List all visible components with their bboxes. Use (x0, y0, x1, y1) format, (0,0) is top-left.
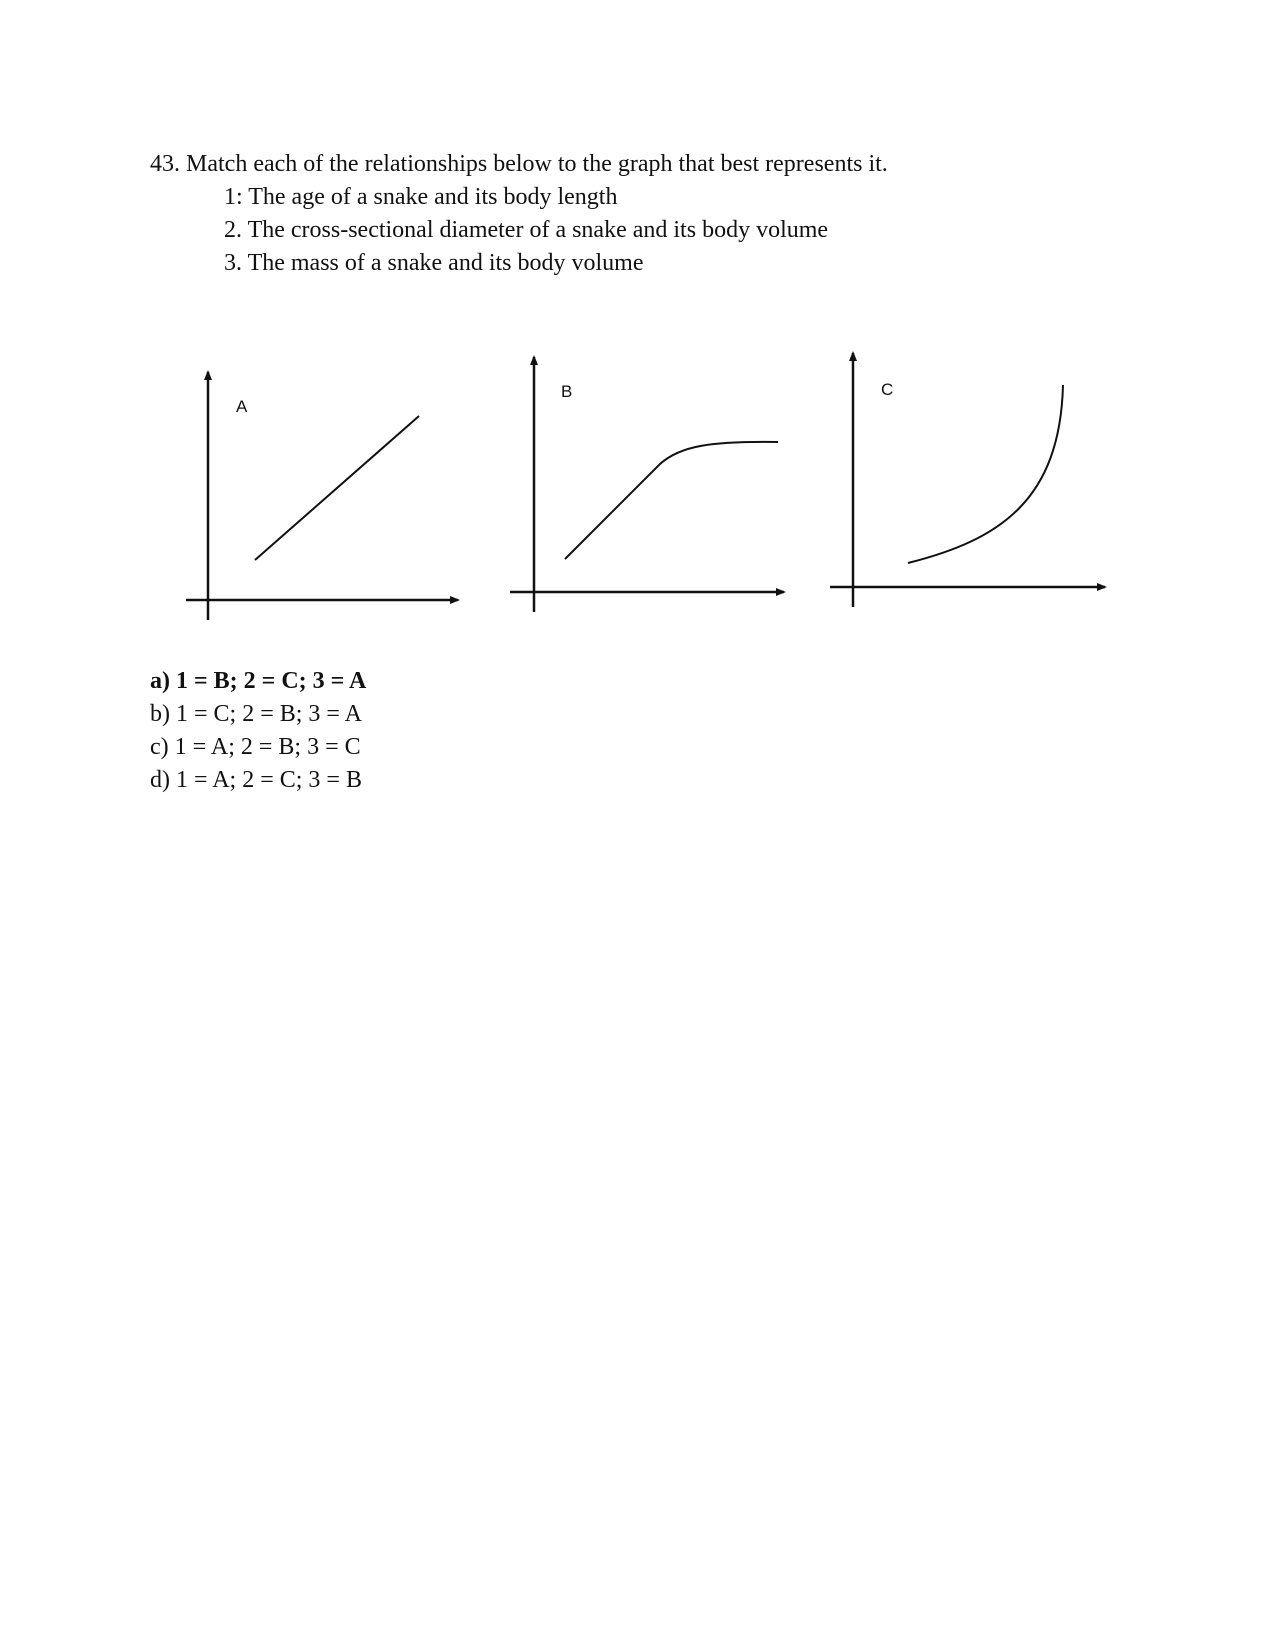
graph-c-label: C (881, 380, 894, 399)
relationship-item: 1: The age of a snake and its body length (224, 184, 618, 210)
graph-c (830, 353, 1105, 607)
graph-a (186, 372, 458, 620)
answer-option-c: c) 1 = A; 2 = B; 3 = C (150, 734, 361, 760)
answer-option-d: d) 1 = A; 2 = C; 3 = B (150, 767, 362, 793)
graph-b-label: B (561, 382, 573, 401)
answer-option-b: b) 1 = C; 2 = B; 3 = A (150, 701, 362, 727)
answer-option-a: a) 1 = B; 2 = C; 3 = A (150, 668, 367, 694)
graph-a-curve (255, 416, 419, 560)
graph-b (510, 357, 784, 612)
answer-options (150, 665, 366, 797)
question-text: 43. Match each of the relationships below to the graph that best represents it. (150, 151, 888, 177)
relationship-item: 3. The mass of a snake and its body volume (224, 250, 644, 276)
graph-b-curve (565, 442, 778, 559)
graph-c-curve (908, 385, 1063, 563)
relationship-item: 2. The cross-sectional diameter of a snake and its body volume (224, 217, 829, 243)
graph-a-label: A (236, 397, 248, 416)
graphs-figure (0, 0, 1275, 640)
